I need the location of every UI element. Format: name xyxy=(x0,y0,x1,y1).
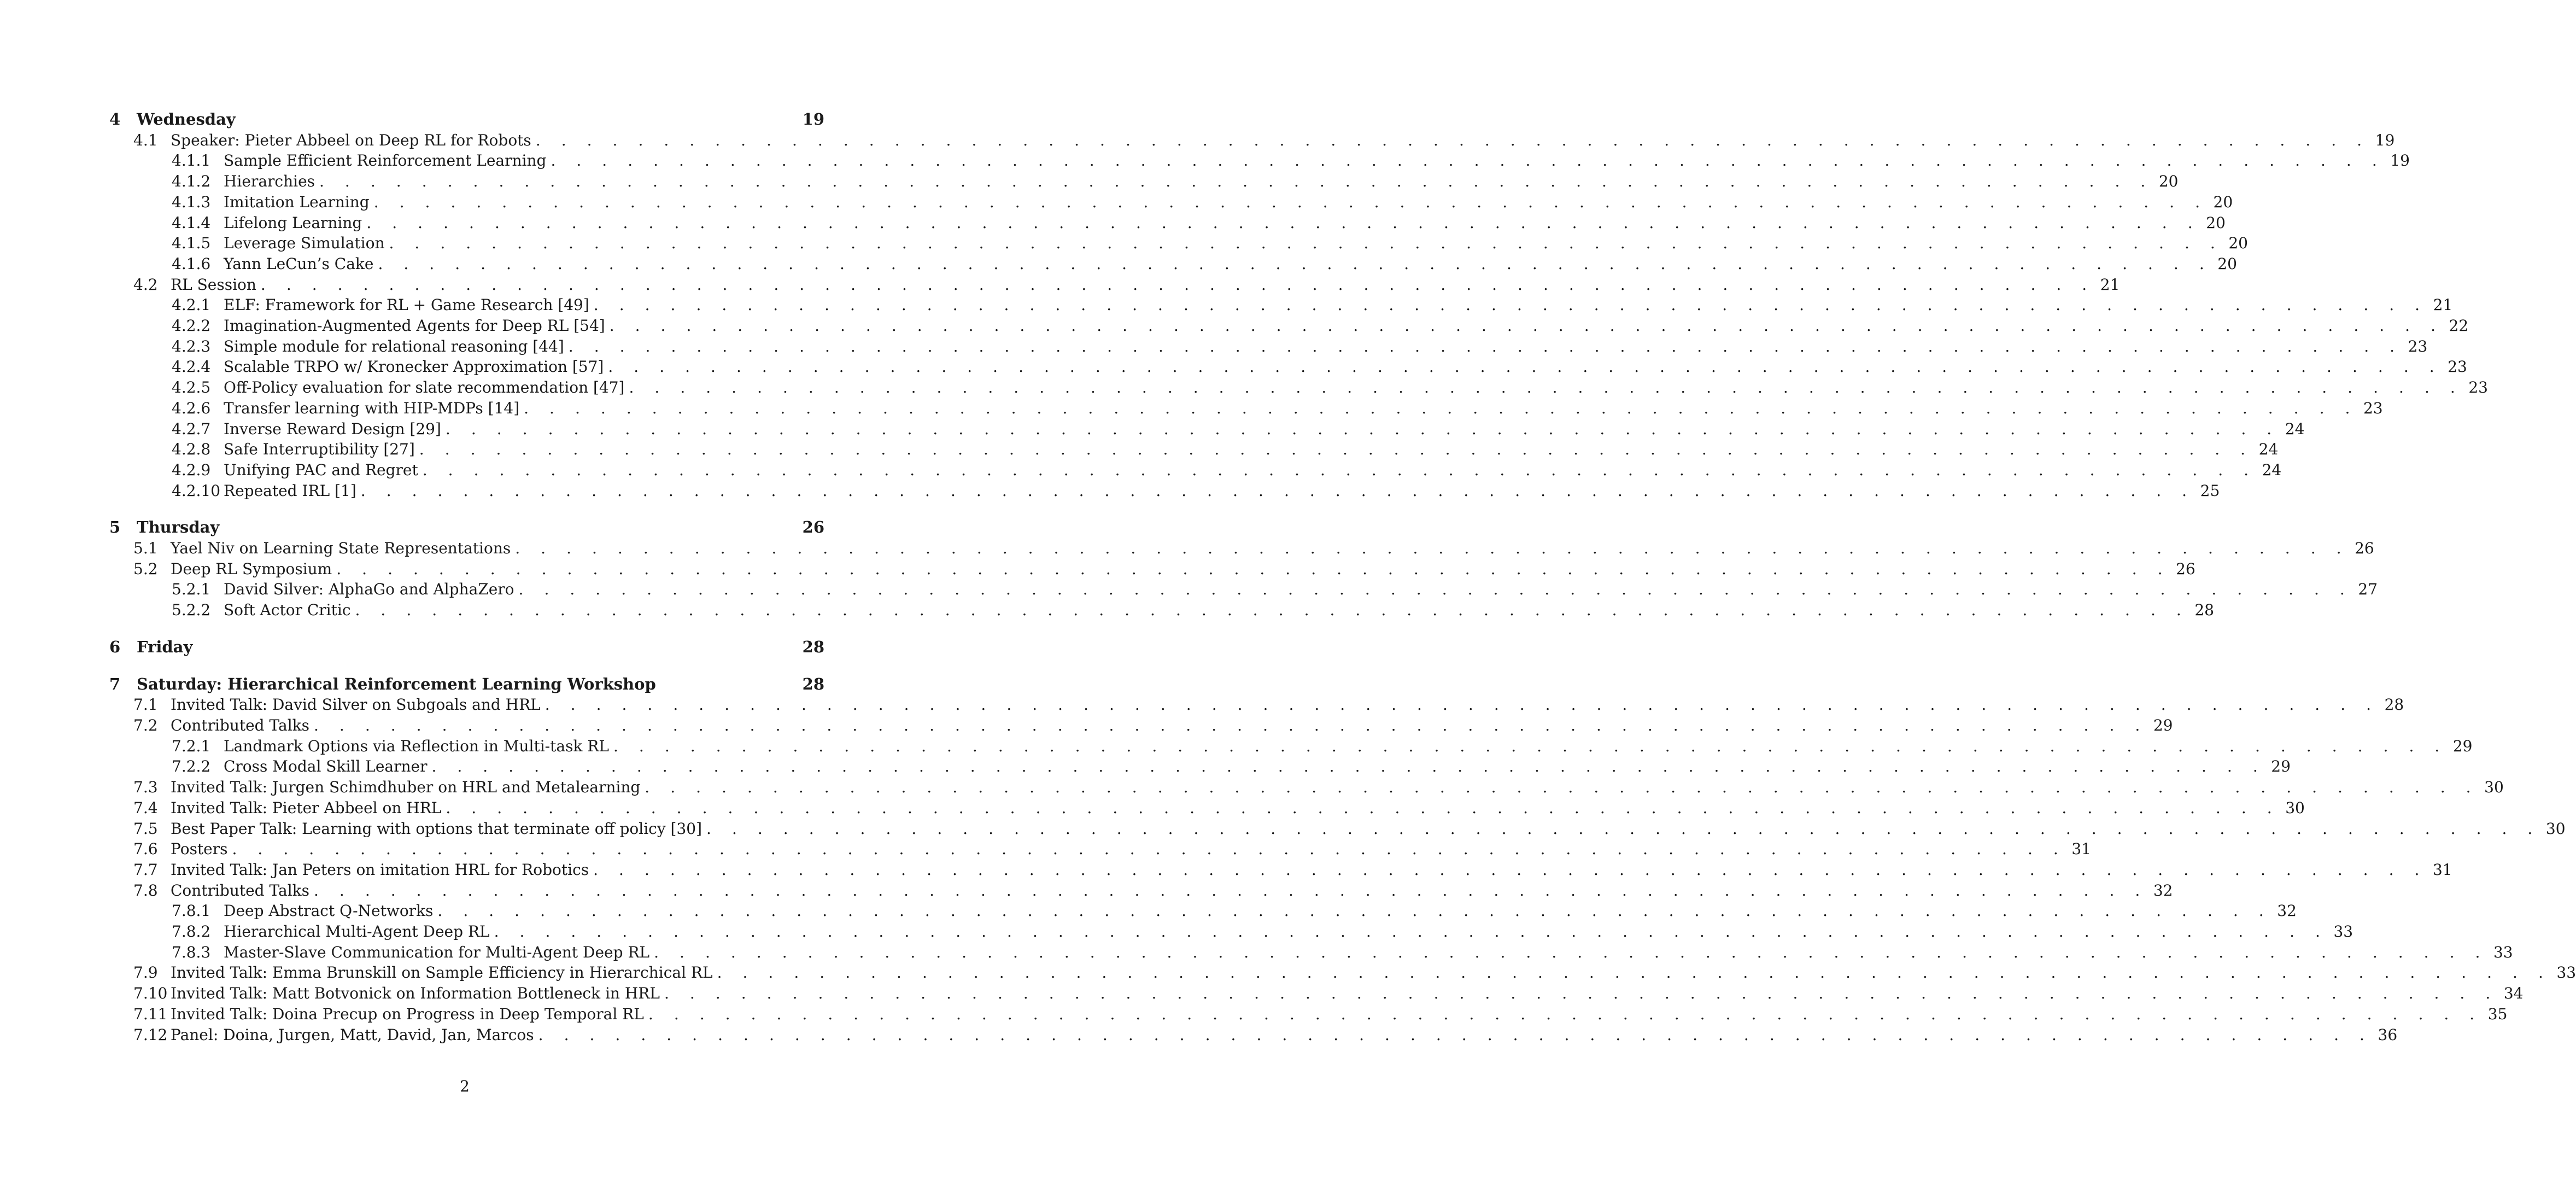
toc-entry-title: Leverage Simulation xyxy=(224,234,385,253)
toc-entry-title: Deep Abstract Q-Networks xyxy=(224,902,434,920)
toc-subsubsection[interactable] xyxy=(107,192,2233,213)
toc-subsection[interactable] xyxy=(107,860,2452,880)
toc-entry-title: Invited Talk: Doina Precup on Progress in Deep Temporal RL xyxy=(171,1005,644,1023)
toc-entry-title: Deep RL Symposium xyxy=(171,559,332,578)
toc-dot-leader: . . . . . . . . . . . . . . . . . . . . . . . . . . . . . . . . . . . . . . . . . . . . . . . . . . . . . . . . . . . . . . . . . . . . . . . . xyxy=(422,460,2257,479)
toc-entry-page: 25 xyxy=(2200,481,2220,500)
toc-entry-page: 22 xyxy=(2449,317,2469,335)
toc-entry-page: 29 xyxy=(2153,716,2173,734)
toc-entry-title: RL Session xyxy=(171,275,256,294)
toc-entry-page: 20 xyxy=(2228,234,2248,253)
toc-entry-title: Best Paper Talk: Learning with options that terminate off policy [30] xyxy=(171,819,702,838)
toc-entry-title: Yael Niv on Learning State Representations xyxy=(171,539,511,558)
toc-subsection[interactable] xyxy=(107,130,2395,151)
toc-dot-leader: . . . . . . . . . . . . . . . . . . . . . . . . . . . . . . . . . . . . . . . . . . . . . . . . . . . . . . . . . . . . . . . . . . . . . . . . xyxy=(664,984,2498,1003)
toc-entry-page: 20 xyxy=(2206,213,2226,232)
toc-dot-leader: . . . . . . . . . . . . . . . . . . . . . . . . . . . . . . . . . . . . . . . . . . . . . . . . . . . . . . . . . . . . . . . . . . . . . . . . xyxy=(568,337,2403,355)
toc-subsection[interactable] xyxy=(107,1004,2508,1025)
toc-dot-leader: . . . . . . . . . . . . . . . . . . . . . . . . . . . . . . . . . . . . . . . . . . . . . . . . . . . . . . . . . . . . . . . . . . . . . . . . xyxy=(445,419,2280,438)
toc-entry-number: 4.2.9 xyxy=(172,460,211,479)
toc-entry-title: Wednesday xyxy=(137,110,236,129)
toc-subsubsection[interactable] xyxy=(107,377,2488,398)
toc-dot-leader: . . . . . . . . . . . . . . . . . . . . . . . . . . . . . . . . . . . . . . . . . . . . . . . . . . . . . . . . . . . . . . . . . . . . . . . . xyxy=(551,151,2385,170)
toc-dot-leader: . . . . . . . . . . . . . . . . . . . . . . . . . . . . . . . . . . . . . . . . . . . . . . . . . . . . . . . . . . . . . . . . . . . . . . . . xyxy=(437,902,2272,920)
toc-entry-page: 23 xyxy=(2468,378,2488,397)
toc-entry-title: Master-Slave Communication for Multi-Agent Deep RL xyxy=(224,943,650,961)
toc-entry-title: Sample Efficient Reinforcement Learning xyxy=(224,151,547,170)
toc-dot-leader: . . . . . . . . . . . . . . . . . . . . . . . . . . . . . . . . . . . . . . . . . . . . . . . . . . . . . . . . . . . . . . . . . . . . . . . . xyxy=(446,798,2280,817)
toc-entry-page: 33 xyxy=(2493,943,2513,961)
toc-subsection[interactable] xyxy=(107,839,2091,860)
toc-entry-page: 26 xyxy=(802,518,824,537)
toc-entry-number: 4.1.1 xyxy=(172,151,211,170)
toc-subsubsection[interactable] xyxy=(107,921,2353,942)
toc-dot-leader: . . . . . . . . . . . . . . . . . . . . . . . . . . . . . . . . . . . . . . . . . . . . . . . . . . . . . . . . . . . . . . . . . . . . . . . . xyxy=(431,757,2266,776)
toc-entry-title: Cross Modal Skill Learner xyxy=(224,757,428,776)
toc-section[interactable] xyxy=(107,674,824,695)
toc-entry-page: 29 xyxy=(2271,757,2291,776)
toc-subsection[interactable] xyxy=(107,962,2576,983)
toc-entry-number: 7.9 xyxy=(133,963,158,982)
toc-entry-page: 29 xyxy=(2452,737,2473,755)
toc-subsubsection[interactable] xyxy=(107,316,2469,336)
toc-dot-leader: . . . . . . . . . . . . . . . . . . . . . . . . . . . . . . . . . . . . . . . . . . . . . . . . . . . . . . . . . . . . . . . . . . . . . . . . xyxy=(360,481,2195,500)
toc-subsubsection[interactable] xyxy=(107,901,2297,921)
toc-entry-title: Panel: Doina, Jurgen, Matt, David, Jan, Marcos xyxy=(171,1025,534,1044)
toc-entry-number: 4.2.6 xyxy=(172,399,211,417)
toc-entry-page: 20 xyxy=(2217,254,2237,273)
toc-entry-number: 4.2.4 xyxy=(172,358,211,376)
toc-entry-page: 23 xyxy=(2408,337,2428,355)
toc-entry-title: Thursday xyxy=(137,518,220,537)
toc-entry-title: Soft Actor Critic xyxy=(224,601,351,620)
toc-dot-leader: . . . . . . . . . . . . . . . . . . . . . . . . . . . . . . . . . . . . . . . . . . . . . . . . . . . . . . . . . . . . . . . . . . . . . . . . xyxy=(608,358,2443,376)
toc-entry-page: 26 xyxy=(2176,559,2196,578)
toc-entry-page: 20 xyxy=(2213,192,2233,211)
toc-entry-title: Speaker: Pieter Abbeel on Deep RL for Robots xyxy=(171,131,531,149)
toc-entry-page: 23 xyxy=(2363,399,2383,417)
toc-entry-number: 7.8 xyxy=(133,881,158,900)
toc-entry-number: 4.2.3 xyxy=(172,337,211,355)
toc-subsubsection[interactable] xyxy=(107,398,2383,419)
toc-dot-leader: . . . . . . . . . . . . . . . . . . . . . . . . . . . . . . . . . . . . . . . . . . . . . . . . . . . . . . . . . . . . . . . . . . . . . . . . xyxy=(706,819,2540,838)
toc-entry-page: 28 xyxy=(802,637,824,656)
toc-subsubsection[interactable] xyxy=(107,336,2428,357)
toc-subsection[interactable] xyxy=(107,819,2566,839)
toc-dot-leader: . . . . . . . . . . . . . . . . . . . . . . . . . . . . . . . . . . . . . . . . . . . . . . . . . . . . . . . . . . . . . . . . . . . . . . . . xyxy=(314,881,2148,900)
toc-subsubsection[interactable] xyxy=(107,942,2513,963)
toc-entry-title: Contributed Talks xyxy=(171,881,309,900)
toc-entry-page: 30 xyxy=(2285,798,2305,817)
toc-dot-leader: . . . . . . . . . . . . . . . . . . . . . . . . . . . . . . . . . . . . . . . . . . . . . . . . . . . . . . . . . . . . . . . . . . . . . . . . xyxy=(593,296,2428,314)
toc-entry-number: 4.2.1 xyxy=(172,296,211,314)
toc-entry-title: Repeated IRL [1] xyxy=(224,481,356,500)
toc-dot-leader: . . . . . . . . . . . . . . . . . . . . . . . . . . . . . . . . . . . . . . . . . . . . . . . . . . . . . . . . . . . . . . . . . . . . . . . . xyxy=(545,696,2379,714)
toc-entry-title: Landmark Options via Reflection in Multi-task RL xyxy=(224,737,610,755)
toc-subsubsection[interactable] xyxy=(107,736,2473,757)
toc-entry-title: Transfer learning with HIP-MDPs [14] xyxy=(224,399,520,417)
toc-entry-page: 28 xyxy=(2384,696,2404,714)
toc-entry-number: 5.2 xyxy=(133,559,158,578)
toc-section[interactable] xyxy=(107,109,824,130)
toc-entry-title: Yann LeCun’s Cake xyxy=(224,254,374,273)
toc-entry-title: Invited Talk: Emma Brunskill on Sample Efficiency in Hierarchical RL xyxy=(171,963,713,982)
toc-entry-title: David Silver: AlphaGo and AlphaZero xyxy=(224,580,514,599)
toc-entry-number: 4.1.4 xyxy=(172,213,211,232)
toc-entry-page: 21 xyxy=(2100,275,2120,294)
toc-entry-number: 5.2.2 xyxy=(172,601,211,620)
toc-dot-leader: . . . . . . . . . . . . . . . . . . . . . . . . . . . . . . . . . . . . . . . . . . . . . . . . . . . . . . . . . . . . . . . . . . . . . . . . xyxy=(232,840,2066,859)
toc-entry-number: 4.1.6 xyxy=(172,254,211,273)
toc-dot-leader: . . . . . . . . . . . . . . . . . . . . . . . . . . . . . . . . . . . . . . . . . . . . . . . . . . . . . . . . . . . . . . . . . . . . . . . . xyxy=(515,539,2350,558)
toc-entry-page: 19 xyxy=(802,110,824,129)
toc-subsubsection[interactable] xyxy=(107,460,2282,481)
toc-entry-number: 4.1.2 xyxy=(172,172,211,191)
toc-dot-leader: . . . . . . . . . . . . . . . . . . . . . . . . . . . . . . . . . . . . . . . . . . . . . . . . . . . . . . . . . . . . . . . . . . . . . . . . xyxy=(314,716,2148,734)
toc-entry-number: 4.2.7 xyxy=(172,419,211,438)
toc-entry-number: 7.1 xyxy=(133,696,158,714)
toc-entry-title: Hierarchical Multi-Agent Deep RL xyxy=(224,922,490,941)
toc-subsubsection[interactable] xyxy=(107,150,2410,171)
toc-entry-number: 4.1.3 xyxy=(172,192,211,211)
toc-dot-leader: . . . . . . . . . . . . . . . . . . . . . . . . . . . . . . . . . . . . . . . . . . . . . . . . . . . . . . . . . . . . . . . . . . . . . . . . xyxy=(535,131,2370,149)
toc-entry-page: 28 xyxy=(2194,601,2214,620)
toc-entry-page: 24 xyxy=(2258,440,2279,459)
toc-entry-page: 23 xyxy=(2448,358,2467,376)
toc-entry-title: Invited Talk: Jurgen Schimdhuber on HRL and Metalearning xyxy=(171,778,641,797)
toc-subsection[interactable] xyxy=(107,880,2173,901)
toc-entry-title: Unifying PAC and Regret xyxy=(224,460,418,479)
toc-entry-page: 32 xyxy=(2277,902,2297,920)
toc-entry-number: 4.2.10 xyxy=(172,481,221,500)
toc-subsubsection[interactable] xyxy=(107,600,2214,621)
toc-subsubsection[interactable] xyxy=(107,579,2378,600)
toc-entry-page: 33 xyxy=(2333,922,2353,941)
toc-entry-title: Invited Talk: Pieter Abbeel on HRL xyxy=(171,798,442,817)
toc-entry-title: Invited Talk: Jan Peters on imitation HRL for Robotics xyxy=(171,860,589,879)
toc-dot-leader: . . . . . . . . . . . . . . . . . . . . . . . . . . . . . . . . . . . . . . . . . . . . . . . . . . . . . . . . . . . . . . . . . . . . . . . . xyxy=(419,440,2253,459)
toc-entry-number: 4.2 xyxy=(133,275,158,294)
toc-entry-title: Imitation Learning xyxy=(224,192,370,211)
toc-dot-leader: . . . . . . . . . . . . . . . . . . . . . . . . . . . . . . . . . . . . . . . . . . . . . . . . . . . . . . . . . . . . . . . . . . . . . . . . xyxy=(260,275,2095,294)
toc-entry-page: 34 xyxy=(2503,984,2524,1003)
toc-entry-number: 7.2.1 xyxy=(172,737,211,755)
toc-entry-number: 7.8.1 xyxy=(172,902,211,920)
toc-entry-page: 36 xyxy=(2378,1025,2398,1044)
toc-entry-number: 4 xyxy=(109,110,121,129)
toc-dot-leader: . . . . . . . . . . . . . . . . . . . . . . . . . . . . . . . . . . . . . . . . . . . . . . . . . . . . . . . . . . . . . . . . . . . . . . . . xyxy=(609,317,2444,335)
toc-entry-page: 28 xyxy=(802,674,824,693)
toc-entry-number: 7 xyxy=(109,674,121,693)
toc-dot-leader: . . . . . . . . . . . . . . . . . . . . . . . . . . . . . . . . . . . . . . . . . . . . . . . . . . . . . . . . . . . . . . . . . . . . . . . . xyxy=(654,943,2488,961)
toc-entry-title: Posters xyxy=(171,840,228,859)
toc-subsection[interactable] xyxy=(107,275,2120,295)
toc-entry-number: 4.2.8 xyxy=(172,440,211,459)
toc-subsection[interactable] xyxy=(107,694,2404,715)
toc-subsubsection[interactable] xyxy=(107,254,2237,275)
toc-section[interactable] xyxy=(107,637,824,658)
toc-entry-page: 35 xyxy=(2487,1005,2508,1023)
toc-dot-leader: . . . . . . . . . . . . . . . . . . . . . . . . . . . . . . . . . . . . . . . . . . . . . . . . . . . . . . . . . . . . . . . . . . . . . . . . xyxy=(648,1005,2483,1023)
toc-entry-number: 7.4 xyxy=(133,798,158,817)
toc-dot-leader: . . . . . . . . . . . . . . . . . . . . . . . . . . . . . . . . . . . . . . . . . . . . . . . . . . . . . . . . . . . . . . . . . . . . . . . . xyxy=(629,378,2463,397)
toc-entry-title: Hierarchies xyxy=(224,172,315,191)
toc-dot-leader: . . . . . . . . . . . . . . . . . . . . . . . . . . . . . . . . . . . . . . . . . . . . . . . . . . . . . . . . . . . . . . . . . . . . . . . . xyxy=(717,963,2551,982)
toc-subsection[interactable] xyxy=(107,715,2173,736)
toc-entry-number: 7.2 xyxy=(133,716,158,734)
toc-subsection[interactable] xyxy=(107,983,2524,1004)
toc-entry-page: 30 xyxy=(2545,819,2566,838)
toc-subsubsection[interactable] xyxy=(107,295,2453,316)
toc-subsubsection[interactable] xyxy=(107,481,2220,501)
toc-subsubsection[interactable] xyxy=(107,419,2305,440)
toc-subsubsection[interactable] xyxy=(107,233,2248,254)
toc-subsubsection[interactable] xyxy=(107,357,2467,377)
toc-entry-title: Saturday: Hierarchical Reinforcement Learning Workshop xyxy=(137,674,656,693)
toc-dot-leader: . . . . . . . . . . . . . . . . . . . . . . . . . . . . . . . . . . . . . . . . . . . . . . . . . . . . . . . . . . . . . . . . . . . . . . . . xyxy=(366,213,2201,232)
toc-subsection[interactable] xyxy=(107,1025,2398,1046)
toc-entry-title: Contributed Talks xyxy=(171,716,309,734)
table-of-contents xyxy=(107,109,2576,1045)
toc-entry-number: 7.8.3 xyxy=(172,943,211,961)
toc-subsubsection[interactable] xyxy=(107,171,2179,192)
page-number: 2 xyxy=(460,1077,470,1095)
toc-entry-number: 5.1 xyxy=(133,539,158,558)
toc-entry-page: 30 xyxy=(2484,778,2504,797)
toc-entry-page: 19 xyxy=(2390,151,2410,170)
toc-entry-title: Safe Interruptibility [27] xyxy=(224,440,415,459)
toc-dot-leader: . . . . . . . . . . . . . . . . . . . . . . . . . . . . . . . . . . . . . . . . . . . . . . . . . . . . . . . . . . . . . . . . . . . . . . . . xyxy=(373,192,2208,211)
toc-entry-number: 7.10 xyxy=(133,984,168,1003)
toc-entry-page: 26 xyxy=(2355,539,2374,558)
toc-entry-title: Off-Policy evaluation for slate recommendation [47] xyxy=(224,378,625,397)
toc-dot-leader: . . . . . . . . . . . . . . . . . . . . . . . . . . . . . . . . . . . . . . . . . . . . . . . . . . . . . . . . . . . . . . . . . . . . . . . . xyxy=(518,580,2353,599)
toc-entry-number: 7.3 xyxy=(133,778,158,797)
toc-entry-page: 33 xyxy=(2556,963,2576,982)
toc-entry-page: 31 xyxy=(2071,840,2091,859)
toc-subsection[interactable] xyxy=(107,538,2374,559)
toc-entry-number: 5.2.1 xyxy=(172,580,211,599)
toc-entry-number: 7.2.2 xyxy=(172,757,211,776)
toc-dot-leader: . . . . . . . . . . . . . . . . . . . . . . . . . . . . . . . . . . . . . . . . . . . . . . . . . . . . . . . . . . . . . . . . . . . . . . . . xyxy=(524,399,2358,417)
toc-entry-page: 24 xyxy=(2285,419,2305,438)
toc-dot-leader: . . . . . . . . . . . . . . . . . . . . . . . . . . . . . . . . . . . . . . . . . . . . . . . . . . . . . . . . . . . . . . . . . . . . . . . . xyxy=(593,860,2427,879)
toc-entry-number: 7.7 xyxy=(133,860,158,879)
toc-entry-number: 4.1 xyxy=(133,131,158,149)
toc-entry-number: 4.1.5 xyxy=(172,234,211,253)
toc-subsubsection[interactable] xyxy=(107,756,2291,777)
toc-entry-title: Invited Talk: David Silver on Subgoals and HRL xyxy=(171,696,541,714)
toc-entry-page: 32 xyxy=(2153,881,2173,900)
toc-entry-title: Simple module for relational reasoning [44] xyxy=(224,337,564,355)
toc-entry-page: 21 xyxy=(2433,296,2453,314)
toc-entry-page: 19 xyxy=(2375,131,2395,149)
toc-dot-leader: . . . . . . . . . . . . . . . . . . . . . . . . . . . . . . . . . . . . . . . . . . . . . . . . . . . . . . . . . . . . . . . . . . . . . . . . xyxy=(319,172,2153,191)
toc-entry-number: 7.5 xyxy=(133,819,158,838)
toc-entry-title: Lifelong Learning xyxy=(224,213,362,232)
toc-dot-leader: . . . . . . . . . . . . . . . . . . . . . . . . . . . . . . . . . . . . . . . . . . . . . . . . . . . . . . . . . . . . . . . . . . . . . . . . xyxy=(645,778,2479,797)
toc-entry-number: 4.2.2 xyxy=(172,317,211,335)
toc-subsection[interactable] xyxy=(107,559,2196,580)
toc-entry-page: 27 xyxy=(2358,580,2378,599)
toc-entry-number: 5 xyxy=(109,518,121,537)
toc-entry-title: Friday xyxy=(137,637,193,656)
toc-dot-leader: . . . . . . . . . . . . . . . . . . . . . . . . . . . . . . . . . . . . . . . . . . . . . . . . . . . . . . . . . . . . . . . . . . . . . . . . xyxy=(355,601,2189,620)
toc-entry-title: Scalable TRPO w/ Kronecker Approximation [57] xyxy=(224,358,604,376)
toc-subsection[interactable] xyxy=(107,798,2305,819)
toc-entry-number: 7.8.2 xyxy=(172,922,211,941)
toc-dot-leader: . . . . . . . . . . . . . . . . . . . . . . . . . . . . . . . . . . . . . . . . . . . . . . . . . . . . . . . . . . . . . . . . . . . . . . . . xyxy=(378,254,2212,273)
toc-entry-title: ELF: Framework for RL + Game Research [49] xyxy=(224,296,589,314)
toc-entry-title: Imagination-Augmented Agents for Deep RL [54] xyxy=(224,317,605,335)
toc-dot-leader: . . . . . . . . . . . . . . . . . . . . . . . . . . . . . . . . . . . . . . . . . . . . . . . . . . . . . . . . . . . . . . . . . . . . . . . . xyxy=(389,234,2223,253)
toc-subsubsection[interactable] xyxy=(107,213,2226,233)
toc-entry-page: 20 xyxy=(2158,172,2179,191)
toc-entry-page: 31 xyxy=(2432,860,2452,879)
toc-subsubsection[interactable] xyxy=(107,439,2279,460)
toc-entry-number: 4.2.5 xyxy=(172,378,211,397)
toc-subsection[interactable] xyxy=(107,777,2504,798)
toc-dot-leader: . . . . . . . . . . . . . . . . . . . . . . . . . . . . . . . . . . . . . . . . . . . . . . . . . . . . . . . . . . . . . . . . . . . . . . . . xyxy=(494,922,2328,941)
toc-dot-leader: . . . . . . . . . . . . . . . . . . . . . . . . . . . . . . . . . . . . . . . . . . . . . . . . . . . . . . . . . . . . . . . . . . . . . . . . xyxy=(538,1025,2373,1044)
toc-entry-number: 7.6 xyxy=(133,840,158,859)
toc-dot-leader: . . . . . . . . . . . . . . . . . . . . . . . . . . . . . . . . . . . . . . . . . . . . . . . . . . . . . . . . . . . . . . . . . . . . . . . . xyxy=(613,737,2448,755)
toc-entry-number: 7.12 xyxy=(133,1025,168,1044)
toc-section[interactable] xyxy=(107,517,824,538)
toc-entry-page: 24 xyxy=(2262,460,2282,479)
toc-entry-title: Invited Talk: Matt Botvonick on Information Bottleneck in HRL xyxy=(171,984,660,1003)
toc-entry-number: 6 xyxy=(109,637,121,656)
toc-entry-number: 7.11 xyxy=(133,1005,168,1023)
toc-dot-leader: . . . . . . . . . . . . . . . . . . . . . . . . . . . . . . . . . . . . . . . . . . . . . . . . . . . . . . . . . . . . . . . . . . . . . . . . xyxy=(336,559,2171,578)
toc-entry-title: Inverse Reward Design [29] xyxy=(224,419,441,438)
